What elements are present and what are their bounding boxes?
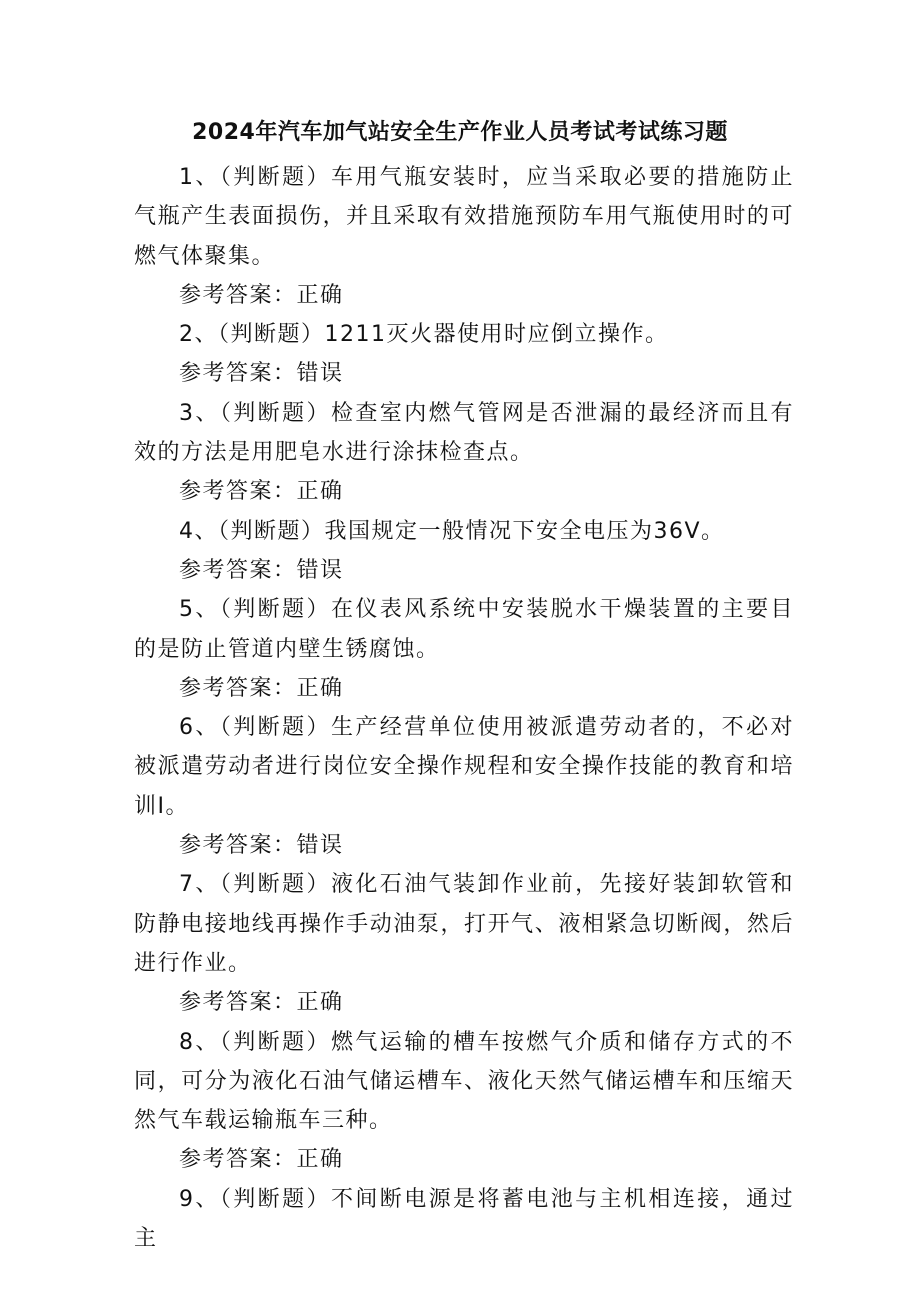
question-4-answer: 参考答案：错误: [179, 557, 344, 583]
question-8-text: 8、（判断题）燃气运输的槽车按燃气介质和储存方式的不同，可分为液化石油气储运槽车、液化天然气储运槽车和压缩天然气车载运输瓶车三种。: [134, 1029, 794, 1134]
question-5-text: 5、（判断题）在仪表风系统中安装脱水干燥装置的主要目的是防止管道内壁生锈腐蚀。: [134, 597, 794, 662]
question-list: [134, 158, 794, 1258]
question-8-answer: 参考答案：正确: [179, 1147, 344, 1173]
question-6-text: 6、（判断题）生产经营单位使用被派遣劳动者的，不必对被派遣劳动者进行岗位安全操作规程和安全操作技能的教育和培训I。: [134, 715, 794, 819]
question-6-answer: 参考答案：错误: [179, 833, 344, 859]
question-7-text: 7、（判断题）液化石油气装卸作业前，先接好装卸软管和防静电接地线再操作手动油泵，打开气、液相紧急切断阀，然后进行作业。: [134, 872, 794, 976]
question-2-text: 2、（判断题）1211灭火器使用时应倒立操作。: [179, 322, 669, 348]
question-1-text: 1、（判断题）车用气瓶安装时，应当采取必要的措施防止气瓶产生表面损伤，并且采取有效措施预防车用气瓶使用时的可燃气体聚集。: [134, 165, 794, 269]
question-3-text: 3、（判断题）检查室内燃气管网是否泄漏的最经济而且有效的方法是用肥皂水进行涂抹检查点。: [134, 400, 794, 466]
question-5-answer: 参考答案：正确: [179, 675, 344, 701]
question-3-answer: 参考答案：正确: [179, 479, 344, 505]
question-2-answer: 参考答案：错误: [179, 361, 344, 387]
question-9-text: 9、（判断题）不间断电源是将蓄电池与主机相连接，通过主: [134, 1186, 794, 1252]
question-7-answer: 参考答案：正确: [179, 990, 344, 1016]
question-4-text: 4、（判断题）我国规定一般情况下安全电压为36V。: [179, 518, 725, 544]
document-title: 2024年汽车加气站安全生产作业人员考试考试练习题: [192, 120, 728, 145]
question-1-answer: 参考答案：正确: [179, 282, 344, 308]
